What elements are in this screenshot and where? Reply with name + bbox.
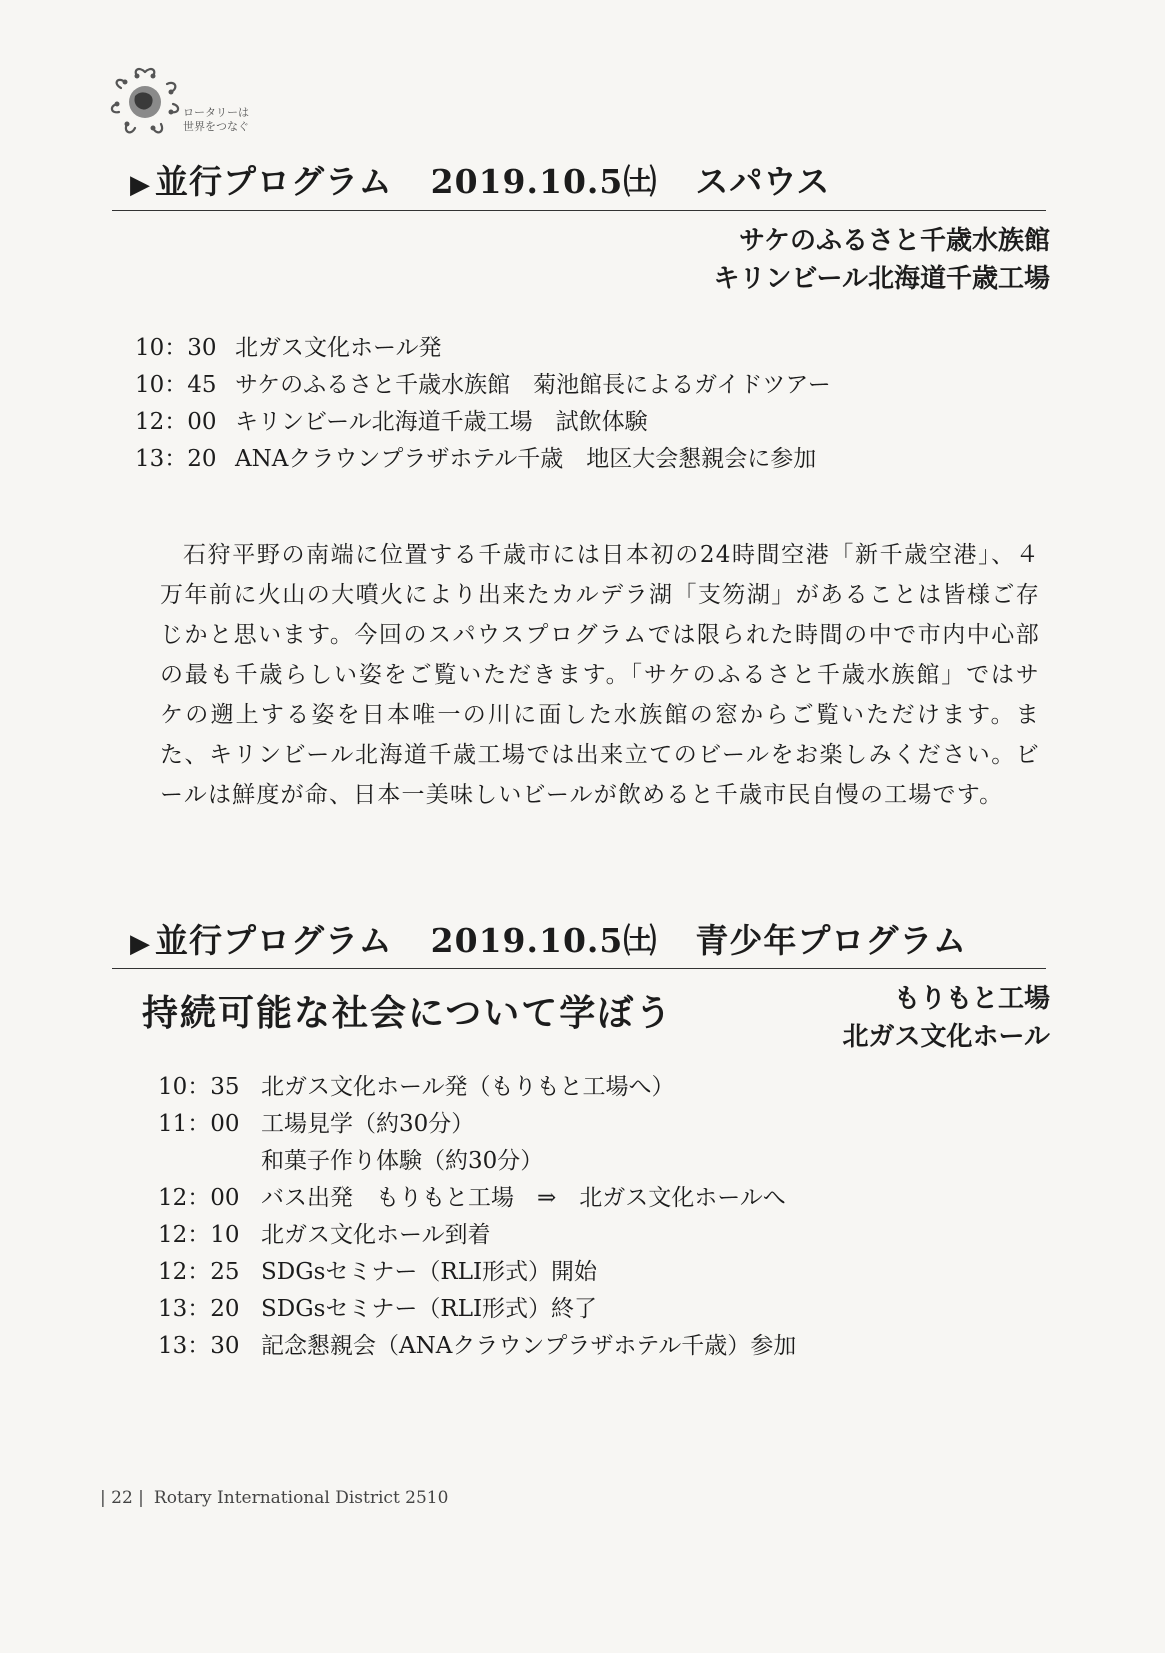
schedule-desc: 和菓子作り体験（約30分）	[261, 1148, 544, 1174]
heading-marker-icon: ▶	[130, 929, 151, 959]
section1-divider	[112, 210, 1046, 211]
section1-venues	[714, 222, 1050, 298]
schedule-time: 10：35	[158, 1074, 240, 1100]
section1-date: 2019.10.5㈯	[430, 162, 658, 201]
schedule-desc: 北ガス文化ホール発	[235, 335, 442, 361]
page-number: | 22 |	[100, 1488, 144, 1508]
section1-venue-2: キリンビール北海道千歳工場	[713, 264, 1050, 294]
schedule-row	[135, 441, 831, 478]
page-footer	[100, 1488, 448, 1508]
logo-text-line2: 世界をつなぐ	[183, 120, 249, 133]
schedule-row	[135, 330, 831, 367]
schedule-time	[158, 1143, 261, 1180]
section2-big-title: 持続可能な社会について学ぼう	[142, 992, 674, 1034]
section2-title: 並行プログラム	[155, 921, 393, 960]
schedule-time: 12：00	[158, 1185, 240, 1211]
schedule-desc: バス出発 もりもと工場 ⇒ 北ガス文化ホールへ	[261, 1185, 786, 1211]
logo-text-line1: ロータリーは	[183, 106, 249, 119]
schedule-row	[158, 1180, 796, 1217]
schedule-time: 10：30	[135, 335, 217, 361]
schedule-row	[158, 1217, 796, 1254]
schedule-row	[135, 404, 831, 441]
section2-venue-1: もりもと工場	[893, 984, 1050, 1014]
section1-venue-1: サケのふるさと千歳水族館	[739, 226, 1050, 256]
section1-heading	[130, 156, 830, 203]
schedule-time: 13：20	[158, 1296, 240, 1322]
schedule-time: 10：45	[135, 372, 217, 398]
schedule-time: 13：20	[135, 446, 217, 472]
section1-subtitle: スパウス	[695, 162, 831, 201]
section2-venue-2: 北ガス文化ホール	[842, 1022, 1050, 1052]
schedule-desc: キリンビール北海道千歳工場 試飲体験	[235, 409, 648, 435]
section1-description	[160, 535, 1040, 815]
schedule-desc: サケのふるさと千歳水族館 菊池館長によるガイドツアー	[235, 372, 831, 398]
schedule-desc: 工場見学（約30分）	[261, 1111, 475, 1137]
schedule-time: 13：30	[158, 1333, 240, 1359]
schedule-row	[158, 1254, 796, 1291]
schedule-row	[158, 1328, 796, 1365]
schedule-time: 12：00	[135, 409, 217, 435]
schedule-row	[158, 1106, 796, 1143]
schedule-row	[158, 1143, 796, 1180]
schedule-desc: 記念懇親会（ANAクラウンプラザホテル千歳）参加	[261, 1333, 797, 1359]
section2-schedule	[158, 1069, 796, 1365]
section2-divider	[112, 968, 1046, 969]
section2-heading	[130, 915, 967, 962]
schedule-desc: 北ガス文化ホール到着	[261, 1222, 491, 1248]
heading-marker-icon: ▶	[130, 170, 151, 200]
schedule-time: 12：10	[158, 1222, 240, 1248]
schedule-desc: SDGsセミナー（RLI形式）終了	[261, 1296, 598, 1322]
schedule-desc: ANAクラウンプラザホテル千歳 地区大会懇親会に参加	[235, 446, 817, 472]
schedule-time: 11：00	[158, 1111, 240, 1137]
section1-title: 並行プログラム	[155, 162, 393, 201]
schedule-row	[158, 1291, 796, 1328]
schedule-row	[158, 1069, 796, 1106]
schedule-desc: 北ガス文化ホール発（もりもと工場へ）	[261, 1074, 675, 1100]
section1-schedule	[135, 330, 831, 478]
section2-date: 2019.10.5㈯	[430, 921, 658, 960]
footer-text: Rotary International District 2510	[153, 1488, 449, 1508]
schedule-desc: SDGsセミナー（RLI形式）開始	[261, 1259, 598, 1285]
section2-venues	[843, 980, 1050, 1056]
rotary-logo	[105, 62, 265, 152]
section2-subtitle: 青少年プログラム	[695, 921, 968, 960]
schedule-row	[135, 367, 831, 404]
world-emblem-icon	[105, 62, 185, 142]
logo-tagline	[183, 106, 249, 134]
description-paragraph: 石狩平野の南端に位置する千歳市には日本初の24時間空港「新千歳空港」、４万年前に火山の大噴火により出来たカルデラ湖「支笏湖」があることは皆様ご存じかと思います。今回のスパウスプログラムでは限られた時間の中で市内中心部の最も千歳らしい姿をご覧いただきます。「サケのふるさと千歳水族館」ではサケの遡上する姿を日本唯一の川に面した水族館の窓からご覧いただけます。また、キリンビール北海道千歳工場では出来立てのビールをお楽しみください。ビールは鮮度が命、日本一美味しいビールが飲めると千歳市民自慢の工場です。	[160, 542, 1040, 808]
schedule-time: 12：25	[158, 1259, 240, 1285]
